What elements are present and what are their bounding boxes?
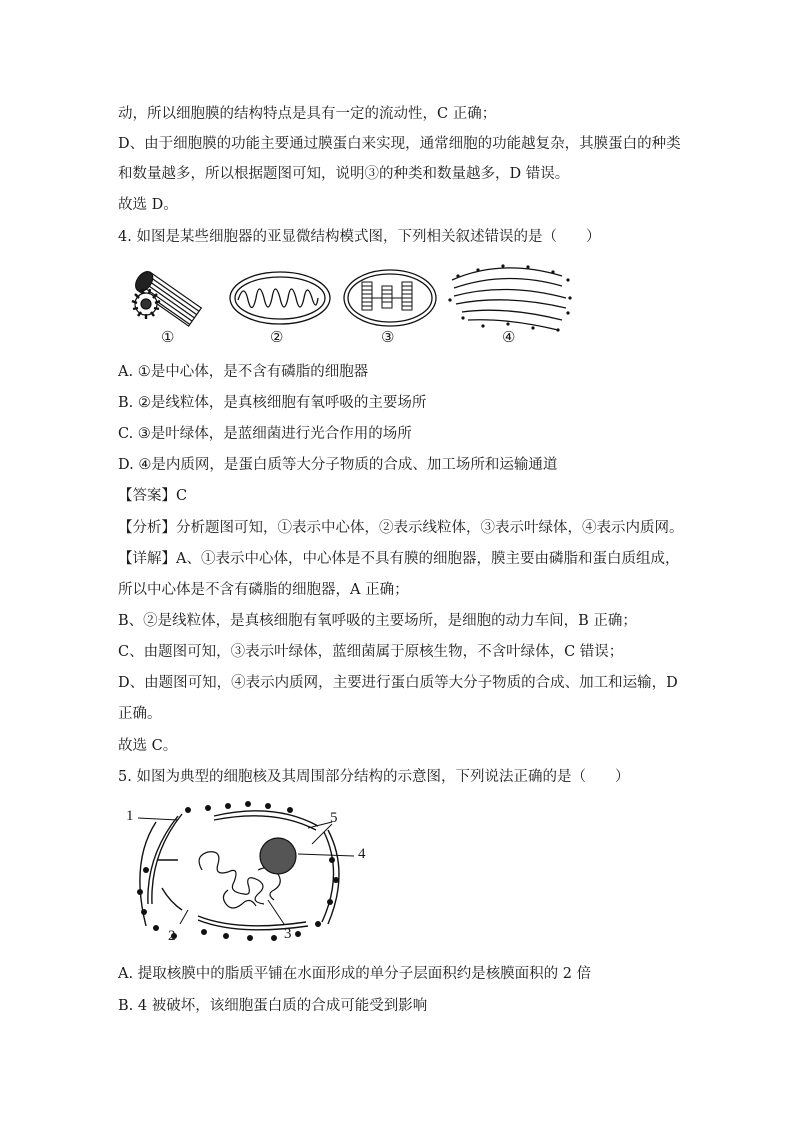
nucleus-label-5: 5: [330, 810, 338, 826]
nucleus-label-2: 2: [168, 928, 176, 944]
q4-detail-4: C、由题图可知，③表示叶绿体，蓝细菌属于原核生物，不含叶绿体，C 错误；: [118, 644, 624, 660]
mitochondrion-drawing: [230, 272, 330, 324]
centriole-drawing: [132, 268, 201, 326]
endoplasmic-reticulum-drawing: [448, 264, 571, 331]
q4-detail-6: 正确。: [118, 706, 162, 722]
text-line-3: 和数量越多，所以根据题图可知，说明③的种类和数量越多，D 错误。: [118, 166, 570, 182]
q4-detail-2: 所以中心体是不含有磷脂的细胞器，A 正确；: [118, 582, 409, 598]
figure-label-3: ③: [381, 330, 395, 346]
figure-label-2: ②: [270, 330, 284, 346]
q4-conclusion: 故选 C。: [118, 738, 178, 754]
nucleus-label-3: 3: [284, 926, 292, 942]
question-5-stem: 5. 如图为典型的细胞核及其周围部分结构的示意图，下列说法正确的是（ ）: [118, 769, 630, 785]
figure-label-4: ④: [502, 330, 516, 346]
q4-detail-5: D、由题图可知，④表示内质网，主要进行蛋白质等大分子物质的合成、加工和运输，D: [118, 675, 678, 691]
chloroplast-drawing: [344, 270, 436, 326]
question-4-stem: 4. 如图是某些细胞器的亚显微结构模式图，下列相关叙述错误的是（ ）: [118, 229, 601, 245]
text-line-1: 动，所以细胞膜的结构特点是具有一定的流动性，C 正确；: [118, 106, 497, 122]
q4-answer: 【答案】C: [118, 488, 188, 504]
nucleus-figure: [118, 800, 378, 952]
q4-analysis: 【分析】分析题图可知，①表示中心体，②表示线粒体，③表示叶绿体，④表示内质网。: [118, 520, 684, 536]
q4-option-c: C. ③是叶绿体，是蓝细菌进行光合作用的场所: [118, 426, 412, 442]
q4-detail-3: B、②是线粒体，是真核细胞有氧呼吸的主要场所，是细胞的动力车间，B 正确；: [118, 613, 637, 629]
figure-label-1: ①: [161, 330, 175, 346]
q4-option-a: A. ①是中心体，是不含有磷脂的细胞器: [118, 364, 369, 380]
text-line-2: D、由于细胞膜的功能主要通过膜蛋白来实现，通常细胞的功能越复杂，其膜蛋白的种类: [118, 136, 681, 152]
q4-option-b: B. ②是线粒体，是真核细胞有氧呼吸的主要场所: [118, 395, 427, 411]
q5-option-b: B. 4 被破坏，该细胞蛋白质的合成可能受到影响: [118, 998, 428, 1014]
q4-option-d: D. ④是内质网，是蛋白质等大分子物质的合成、加工场所和运输通道: [118, 457, 558, 473]
text-line-4: 故选 D。: [118, 197, 178, 213]
q4-detail-1: 【详解】A、①表示中心体，中心体是不具有膜的细胞器，膜主要由磷脂和蛋白质组成，: [118, 551, 680, 567]
nucleus-label-1: 1: [126, 808, 134, 824]
nucleus-label-4: 4: [358, 846, 366, 862]
q5-option-a: A. 提取核膜中的脂质平铺在水面形成的单分子层面积约是核膜面积的 2 倍: [118, 966, 592, 982]
